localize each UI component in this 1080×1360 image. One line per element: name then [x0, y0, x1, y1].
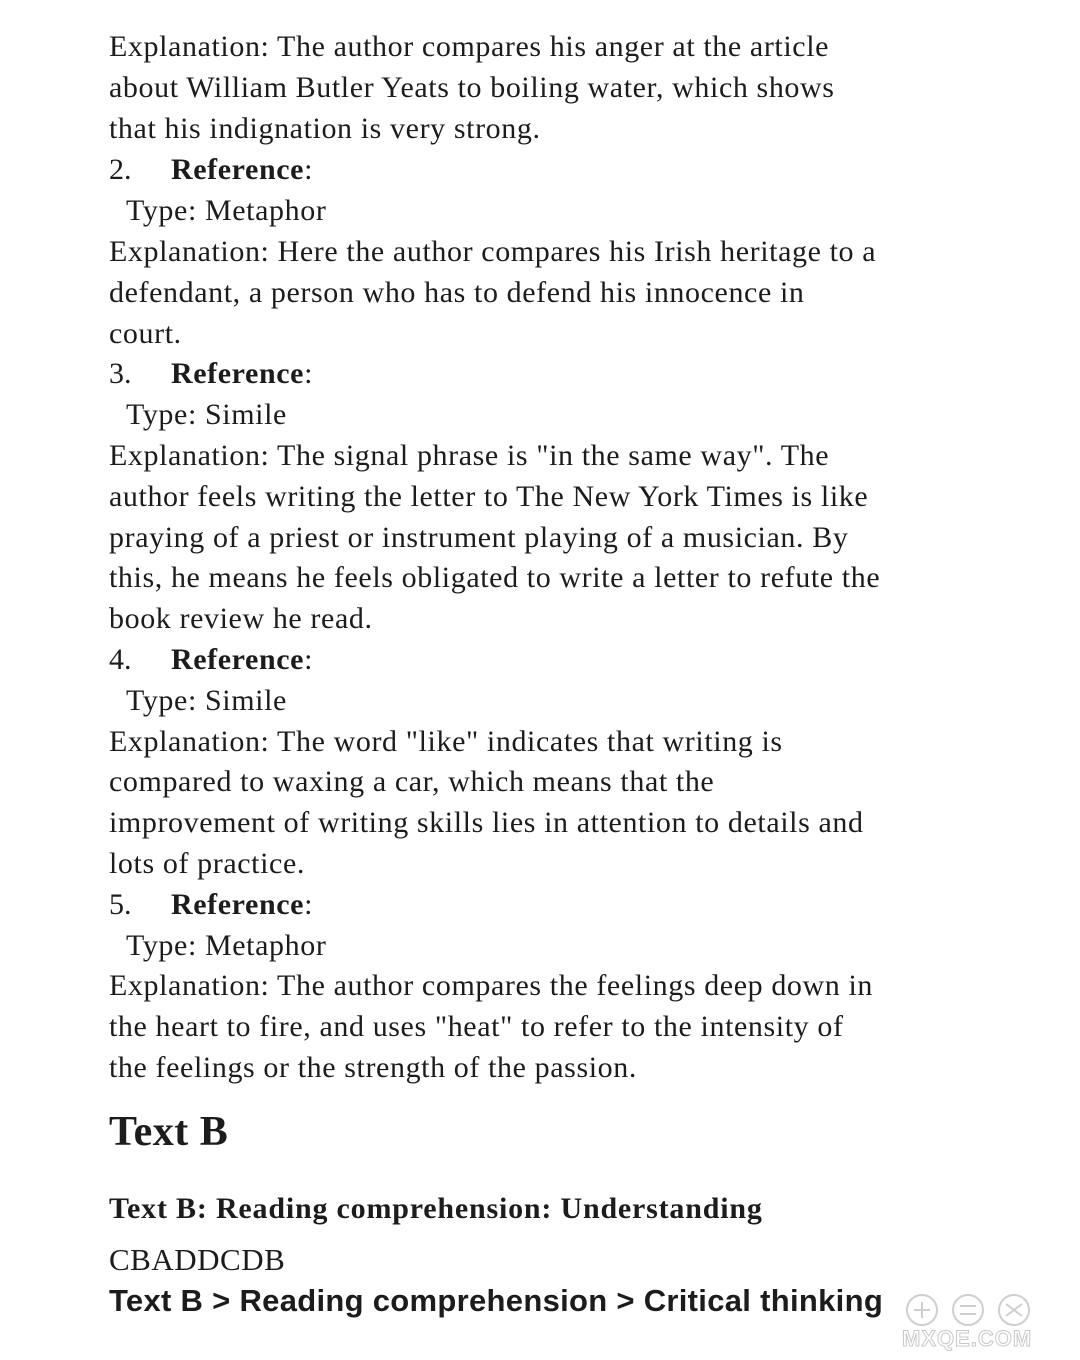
item2-explanation-line: Explanation: Here the author compares his Irish heritage to a	[109, 235, 877, 268]
item1-explanation-line: about William Butler Yeats to boiling water, which shows	[109, 71, 835, 104]
item3-explanation-line: praying of a priest or instrument playing of a musician. By	[109, 521, 849, 554]
item3-explanation-line: book review he read.	[109, 602, 373, 635]
item2-explanation-line: court.	[109, 317, 182, 350]
watermark-emblem-icon	[896, 1288, 1074, 1328]
item4-explanation-line: Explanation: The word "like" indicates that writing is	[109, 725, 783, 758]
reference-label: Reference	[171, 357, 305, 390]
item5-type: Type: Metaphor	[126, 929, 327, 962]
item4-reference-heading	[109, 640, 312, 680]
item3-explanation-line: Explanation: The signal phrase is "in the same way". The	[109, 439, 830, 472]
section-title: Text B	[109, 1109, 229, 1155]
reference-label: Reference	[171, 888, 305, 921]
reference-colon: :	[304, 888, 313, 921]
watermark-logo	[896, 1288, 1074, 1356]
item4-explanation-line: improvement of writing skills lies in attention to details and	[109, 806, 864, 839]
section-subtitle: Text B: Reading comprehension: Understanding	[109, 1192, 763, 1225]
item3-reference-heading	[109, 354, 312, 394]
item4-explanation-line: compared to waxing a car, which means that the	[109, 765, 715, 798]
breadcrumb: Text B > Reading comprehension > Critical thinking	[109, 1283, 884, 1318]
item-number: 4.	[109, 643, 132, 676]
answer-key: CBADDCDB	[109, 1242, 286, 1277]
item-number: 3.	[109, 357, 132, 390]
item5-reference-heading	[109, 885, 312, 925]
item4-type: Type: Simile	[126, 684, 287, 717]
reference-colon: :	[304, 643, 313, 676]
item3-explanation-line: this, he means he feels obligated to write a letter to refute the	[109, 561, 881, 594]
item1-explanation-line: Explanation: The author compares his anger at the article	[109, 30, 830, 63]
item5-explanation-line: the feelings or the strength of the passion.	[109, 1051, 637, 1084]
item-number: 5.	[109, 888, 132, 921]
item2-explanation-line: defendant, a person who has to defend his innocence in	[109, 276, 805, 309]
item3-type: Type: Simile	[126, 398, 287, 431]
item5-explanation-line: the heart to fire, and uses "heat" to refer to the intensity of	[109, 1010, 844, 1043]
item1-explanation-line: that his indignation is very strong.	[109, 112, 541, 145]
reference-colon: :	[304, 357, 313, 390]
reference-label: Reference	[171, 153, 305, 186]
reference-label: Reference	[171, 643, 305, 676]
item5-explanation-line: Explanation: The author compares the feelings deep down in	[109, 969, 874, 1002]
item2-type: Type: Metaphor	[126, 194, 327, 227]
watermark-text: MXQE.COM	[902, 1326, 1033, 1351]
item4-explanation-line: lots of practice.	[109, 847, 305, 880]
item-number: 2.	[109, 153, 132, 186]
item3-explanation-line: author feels writing the letter to The New York Times is like	[109, 480, 869, 513]
item2-reference-heading	[109, 150, 312, 190]
reference-colon: :	[304, 153, 313, 186]
